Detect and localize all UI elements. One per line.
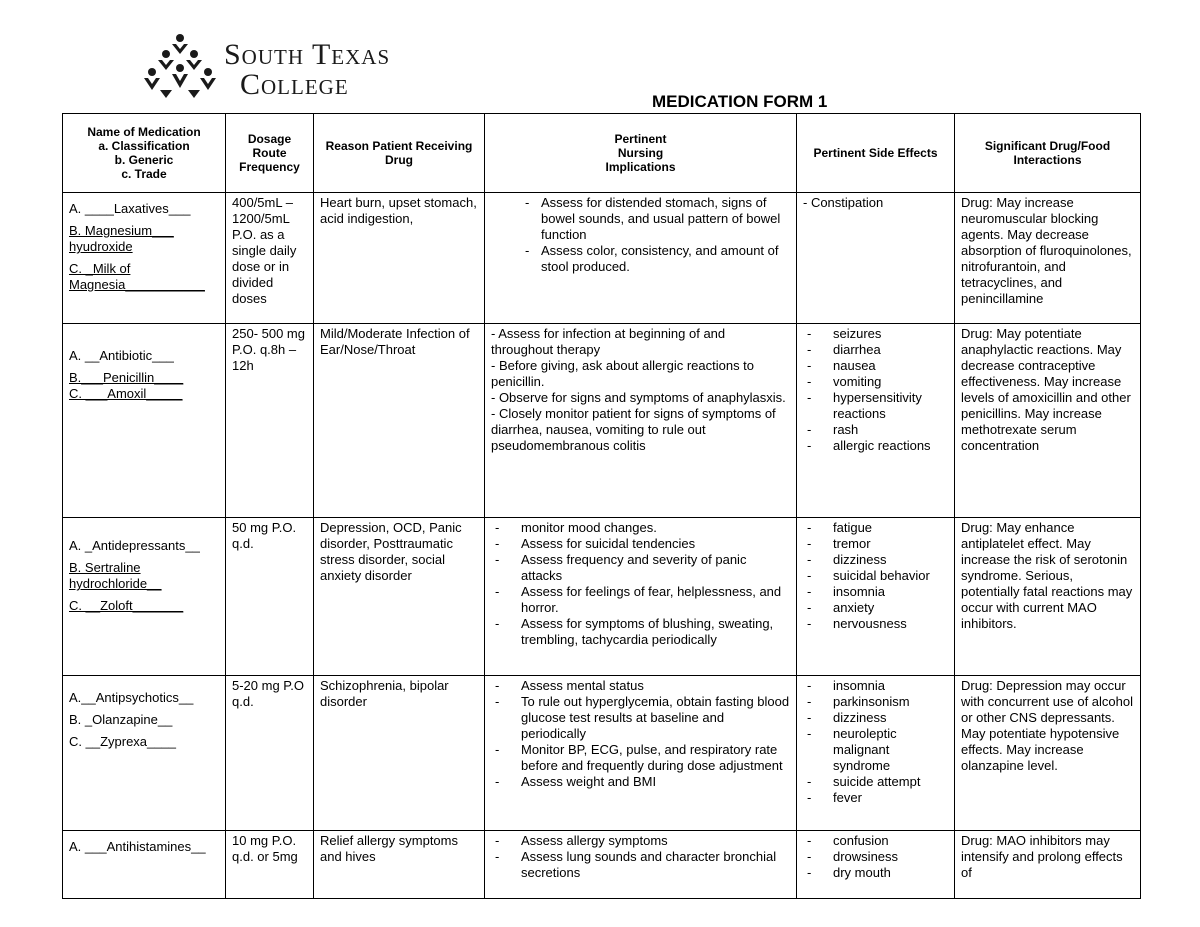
logo-line-1: South Texas	[224, 38, 391, 71]
classification: A. ____Laxatives___	[69, 201, 191, 216]
header-nursing-line: Implications	[605, 160, 676, 174]
nursing-cell	[485, 831, 797, 899]
table-row	[63, 324, 1141, 518]
list-item: - dry mouth	[803, 865, 948, 881]
header-name-line: Name of Medication	[87, 125, 201, 139]
medication-name-cell	[63, 518, 226, 676]
medication-name-cell	[63, 831, 226, 899]
dosage-cell: 400/5mL – 1200/5mL P.O. as a single daily dose or in divided doses	[226, 193, 314, 324]
medication-name-cell	[63, 193, 226, 324]
dosage-cell: 5-20 mg P.O q.d.	[226, 676, 314, 831]
side-effects-cell	[797, 324, 955, 518]
list-item: - Assess mental status	[491, 678, 790, 694]
reason-cell: Heart burn, upset stomach, acid indigestion,	[314, 193, 485, 324]
list-item: - tremor	[803, 536, 948, 552]
header-dosage: Dosage Route Frequency	[226, 114, 314, 193]
header-name-line: a. Classification	[98, 139, 190, 153]
interactions-cell: Drug: Depression may occur with concurrent use of alcohol or other CNS depressants. May potentiate hypotensive effects. May increase olanzapine level.	[955, 676, 1141, 831]
nursing-cell	[485, 324, 797, 518]
generic-name: B. _Olanzapine__	[69, 712, 173, 727]
medication-name-cell	[63, 676, 226, 831]
list-item: - Assess allergy symptoms	[491, 833, 790, 849]
header-reason: Reason Patient Receiving Drug	[314, 114, 485, 193]
dosage-cell: 10 mg P.O. q.d. or 5mg	[226, 831, 314, 899]
table-row	[63, 831, 1141, 899]
reason-cell: Mild/Moderate Infection of Ear/Nose/Throat	[314, 324, 485, 518]
interactions-cell: Drug: MAO inhibitors may intensify and prolong effects of	[955, 831, 1141, 899]
list-item: - fever	[803, 790, 948, 806]
dosage-cell: 250- 500 mg P.O. q.8h – 12h	[226, 324, 314, 518]
list-item: - Assess weight and BMI	[491, 774, 790, 790]
list-item: - Assess for symptoms of blushing, sweating, trembling, tachycardia periodically	[491, 616, 790, 648]
side-effects-cell	[797, 676, 955, 831]
list-item: - Assess frequency and severity of panic attacks	[491, 552, 790, 584]
nursing-cell	[485, 518, 797, 676]
college-logo	[142, 32, 432, 100]
logo-line-2: College	[240, 68, 349, 101]
header-name-line: b. Generic	[114, 153, 174, 167]
interactions-cell: Drug: May potentiate anaphylactic reactions. May decrease contraceptive effectiveness. May increase levels of amoxicillin and other penicillins. May increase methotrexate serum concentration	[955, 324, 1141, 518]
list-item: - diarrhea	[803, 342, 948, 358]
list-item: - seizures	[803, 326, 948, 342]
nursing-cell	[485, 676, 797, 831]
college-logo-text	[224, 40, 390, 100]
trade-name: C. _Milk of Magnesia___________	[69, 261, 205, 292]
college-emblem-icon	[142, 32, 222, 100]
list-item: - vomiting	[803, 374, 948, 390]
reason-cell: Depression, OCD, Panic disorder, Posttraumatic stress disorder, social anxiety disorder	[314, 518, 485, 676]
list-item: - nervousness	[803, 616, 948, 632]
list-item: - anxiety	[803, 600, 948, 616]
list-item: - hypersensitivity reactions	[803, 390, 948, 422]
trade-name: C. __Zyprexa____	[69, 734, 176, 749]
header-nursing	[485, 114, 797, 193]
list-item: - Observe for signs and symptoms of anaphylasxis.	[491, 390, 786, 405]
classification: A.__Antipsychotics__	[69, 690, 194, 705]
classification: A. ___Antihistamines__	[69, 839, 206, 854]
list-item: - neuroleptic malignant syndrome	[803, 726, 948, 774]
list-item: - fatigue	[803, 520, 948, 536]
list-item: - Assess color, consistency, and amount of stool produced.	[491, 243, 790, 275]
list-item: - Closely monitor patient for signs of symptoms of diarrhea, nausea, vomiting to rule out pseudomembranous colitis	[491, 406, 776, 453]
list-item: - Assess for infection at beginning of and throughout therapy	[491, 326, 726, 357]
list-item: - rash	[803, 422, 948, 438]
header-interactions: Significant Drug/Food Interactions	[955, 114, 1141, 193]
table-row	[63, 676, 1141, 831]
generic-name: B. Magnesium___ hyudroxide	[69, 223, 174, 254]
table-header-row	[63, 114, 1141, 193]
list-item: - drowsiness	[803, 849, 948, 865]
list-item: - Assess lung sounds and character bronchial secretions	[491, 849, 790, 881]
list-item: - Assess for distended stomach, signs of bowel sounds, and usual pattern of bowel function	[491, 195, 790, 243]
list-item: - Assess for suicidal tendencies	[491, 536, 790, 552]
side-effects-cell: - Constipation	[797, 193, 955, 324]
generic-name: B. Sertraline hydrochloride__	[69, 560, 162, 591]
list-item: - allergic reactions	[803, 438, 948, 454]
classification: A. __Antibiotic___	[69, 348, 174, 363]
list-item: - confusion	[803, 833, 948, 849]
interactions-cell: Drug: May enhance antiplatelet effect. May increase the risk of serotonin syndrome. Serious, potentially fatal reactions may occur with current MAO inhibitors.	[955, 518, 1141, 676]
list-item: - nausea	[803, 358, 948, 374]
list-item: - To rule out hyperglycemia, obtain fasting blood glucose test results at baseline and periodically	[491, 694, 790, 742]
list-item: - suicide attempt	[803, 774, 948, 790]
dosage-cell: 50 mg P.O. q.d.	[226, 518, 314, 676]
list-item: - parkinsonism	[803, 694, 948, 710]
interactions-cell: Drug: May increase neuromuscular blocking agents. May decrease absorption of fluroquinolones, nitrofurantoin, and tetracyclines, and penincillamine	[955, 193, 1141, 324]
list-item: - dizziness	[803, 710, 948, 726]
trade-name: C. __Zoloft_______	[69, 598, 184, 613]
list-item: - Assess for feelings of fear, helplessness, and horror.	[491, 584, 790, 616]
header-name	[63, 114, 226, 193]
form-title: MEDICATION FORM 1	[652, 92, 828, 111]
header-side-effects: Pertinent Side Effects	[797, 114, 955, 193]
list-item: - dizziness	[803, 552, 948, 568]
list-item: - insomnia	[803, 678, 948, 694]
header-nursing-line: Pertinent	[614, 132, 667, 146]
table-row	[63, 518, 1141, 676]
list-item: - Monitor BP, ECG, pulse, and respiratory rate before and frequently during dose adjustment	[491, 742, 790, 774]
classification: A. _Antidepressants__	[69, 538, 200, 553]
header-name-line: c. Trade	[121, 167, 167, 181]
list-item: - Before giving, ask about allergic reactions to penicillin.	[491, 358, 755, 389]
table-row	[63, 193, 1141, 324]
header-nursing-line: Nursing	[617, 146, 664, 160]
side-effects-cell	[797, 831, 955, 899]
generic-name: B.___Penicillin____	[69, 370, 184, 385]
medication-name-cell	[63, 324, 226, 518]
reason-cell: Relief allergy symptoms and hives	[314, 831, 485, 899]
medication-table	[62, 113, 1141, 899]
list-item: - monitor mood changes.	[491, 520, 790, 536]
list-item: - insomnia	[803, 584, 948, 600]
list-item: - suicidal behavior	[803, 568, 948, 584]
side-effects-cell	[797, 518, 955, 676]
nursing-cell	[485, 193, 797, 324]
trade-name: C. ___Amoxil_____	[69, 386, 183, 401]
reason-cell: Schizophrenia, bipolar disorder	[314, 676, 485, 831]
